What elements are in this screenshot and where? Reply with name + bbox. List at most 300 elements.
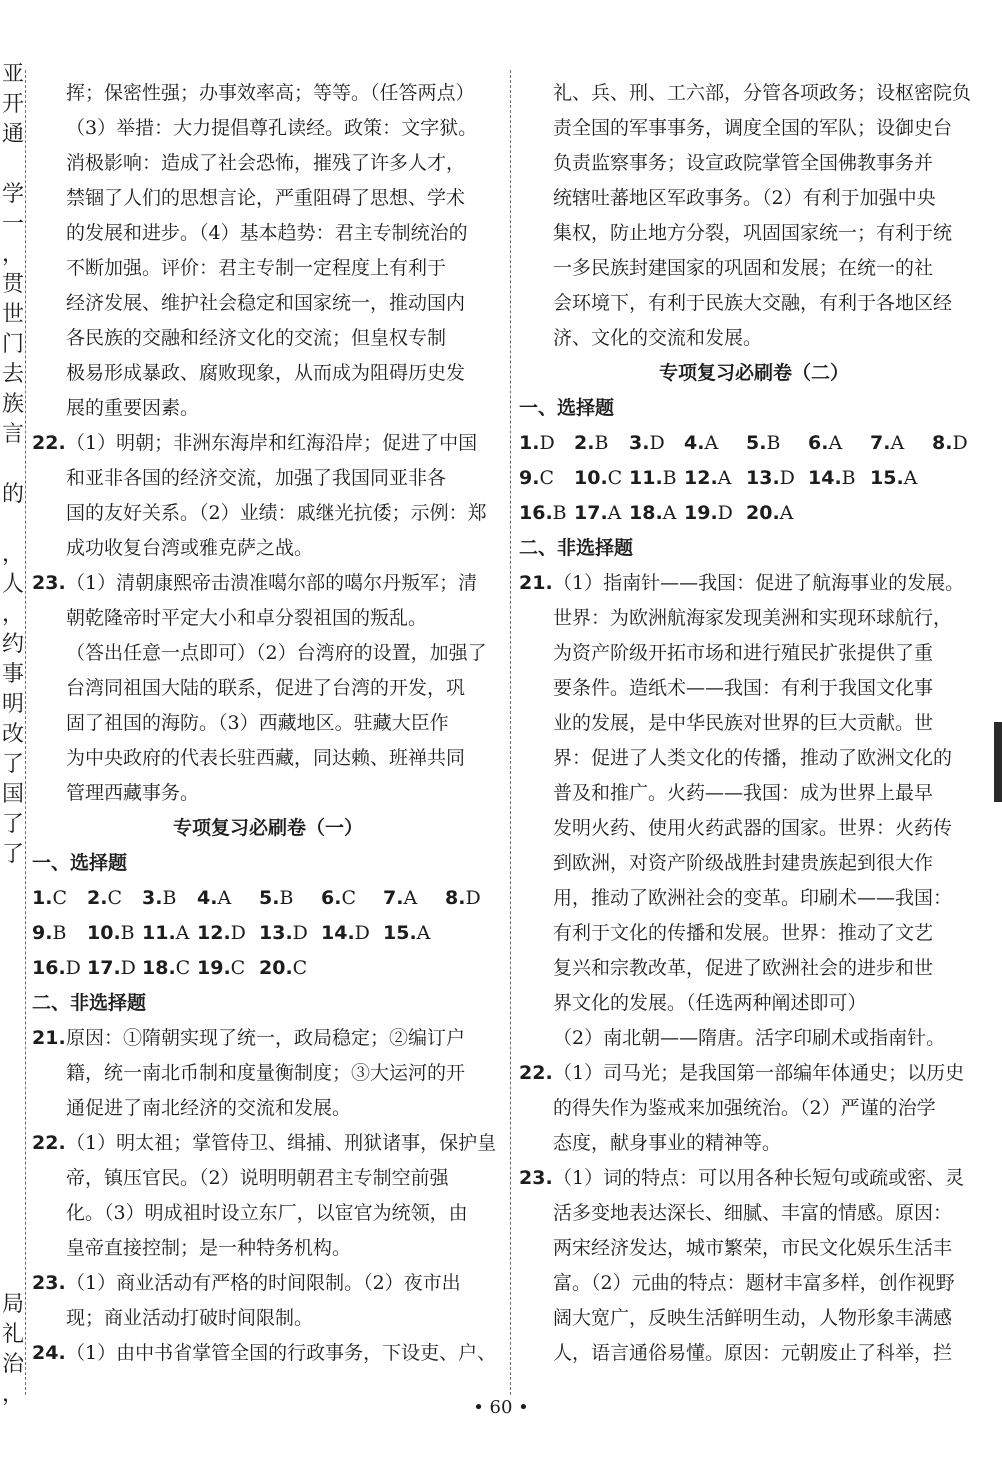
answer-key-item [87, 881, 142, 916]
answer-key-item [32, 951, 87, 986]
question-number: 6. [321, 887, 342, 909]
strip-char: 国 [2, 782, 25, 807]
answer-letter: C [539, 467, 554, 489]
question-number: 22. [32, 1132, 66, 1154]
question-number: 9. [32, 922, 53, 944]
answer-key-item [142, 951, 197, 986]
strip-char: 明 [2, 692, 25, 717]
left-page-fragment [0, 62, 24, 1422]
answer-text: 业的发展，是中华民族对世界的巨大贡献。世 [553, 712, 934, 734]
answer-letter: A [403, 887, 418, 909]
answer-text: 挥；保密性强；办事效率高；等等。（任答两点） [66, 82, 475, 104]
strip-char: 礼 [2, 1322, 25, 1347]
answer-text: （1）指南针——我国：促进了航海事业的发展。 [553, 572, 965, 594]
strip-char: ， [2, 542, 25, 567]
answer-text: 界：促进了人类文化的传播，推动了欧洲文化的 [553, 747, 953, 769]
answer-line [519, 1336, 989, 1371]
answer-line [519, 1056, 989, 1091]
question-number: 10. [574, 467, 608, 489]
answer-line [519, 1021, 989, 1056]
answer-text: 要条件。造纸术——我国：有利于我国文化事 [553, 677, 934, 699]
question-number: 21. [32, 1027, 66, 1049]
answer-line [32, 741, 504, 776]
answer-key-item [383, 881, 445, 916]
section-title: 专项复习必刷卷（二） [658, 362, 849, 384]
answer-letter: B [120, 922, 135, 944]
strip-char: 贯 [2, 272, 25, 297]
answer-key-item [746, 426, 808, 461]
answer-letter: A [903, 467, 918, 489]
question-number: 5. [259, 887, 280, 909]
question-number: 12. [684, 467, 718, 489]
answer-text: （3）举措：大力提倡尊孔读经。政策：文字狱。 [66, 117, 478, 139]
answer-text: 国的友好关系。（2）业绩：戚继光抗倭；示例：郑 [66, 502, 487, 524]
question-number: 11. [142, 922, 176, 944]
answer-line [519, 776, 989, 811]
strip-char: ， [2, 1382, 25, 1407]
answer-key-item [684, 496, 746, 531]
answer-line [519, 146, 989, 181]
question-number: 4. [684, 432, 705, 454]
strip-char: 事 [2, 662, 25, 687]
question-number: 8. [932, 432, 953, 454]
question-number: 1. [519, 432, 540, 454]
answer-line [32, 531, 504, 566]
strip-char: 人 [2, 572, 25, 597]
answer-text: 皇帝直接控制；是一种特务机构。 [66, 1237, 352, 1259]
question-number: 23. [32, 1272, 66, 1294]
answer-key-item [259, 951, 321, 986]
answer-line [32, 1196, 504, 1231]
answer-line [519, 1196, 989, 1231]
answer-key-item [383, 916, 445, 951]
question-number: 12. [197, 922, 231, 944]
answer-letter: C [607, 467, 623, 489]
answer-key-item [629, 496, 684, 531]
answer-letter: C [292, 957, 308, 979]
strip-char: 的 [2, 482, 25, 507]
question-number: 22. [519, 1062, 553, 1084]
answer-key-item [32, 916, 87, 951]
question-category: 一、选择题 [519, 397, 615, 419]
question-number: 3. [142, 887, 163, 909]
answer-text: 集权，防止地方分裂，巩固国家统一；有利于统 [553, 222, 953, 244]
answer-text: 会环境下，有利于民族大交融，有利于各地区经 [553, 292, 953, 314]
question-number: 22. [32, 432, 66, 454]
answer-text: 普及和推广。火药——我国：成为世界上最早 [553, 782, 934, 804]
answer-key-item [808, 461, 870, 496]
question-category: 二、非选择题 [32, 992, 147, 1014]
answer-letter: C [52, 887, 67, 909]
answer-key-row [32, 951, 504, 986]
answer-key-item [629, 461, 684, 496]
answer-text: （1）商业活动有严格的时间限制。（2）夜市出 [66, 1272, 461, 1294]
question-number: 1. [32, 887, 53, 909]
answer-line [32, 671, 504, 706]
answer-key-item [197, 881, 259, 916]
answer-letter: A [662, 502, 677, 524]
answer-line [32, 1126, 504, 1161]
answer-key-item [87, 951, 142, 986]
question-number: 19. [197, 957, 231, 979]
question-number: 17. [87, 957, 121, 979]
answer-line [32, 1231, 504, 1266]
answer-line [32, 776, 504, 811]
answer-key-item [870, 426, 932, 461]
answer-line [519, 986, 989, 1021]
answer-key-item [870, 461, 932, 496]
answer-letter: D [230, 922, 246, 944]
answer-line [32, 181, 504, 216]
answer-text: 两宋经济发达，城市繁荣，市民文化娱乐生活丰 [553, 1237, 953, 1259]
answer-text: 人，语言通俗易懂。原因：元朝废止了科举，拦 [553, 1342, 953, 1364]
answer-key-item [932, 426, 987, 461]
answer-key-item [746, 461, 808, 496]
answer-line [519, 111, 989, 146]
answer-key-item [684, 461, 746, 496]
answer-text: 发明火药、使用火药武器的国家。世界：火药传 [553, 817, 953, 839]
answer-text: 富。（2）元曲的特点：题材丰富多样，创作视野 [553, 1272, 955, 1294]
answer-text: 朝乾隆帝时平定大小和卓分裂祖国的叛乱。 [66, 607, 428, 629]
page-number: • 60 • [473, 1397, 529, 1418]
answer-letter: B [662, 467, 677, 489]
answer-key-item [142, 916, 197, 951]
answer-text: 各民族的交融和经济文化的交流；但皇权专制 [66, 327, 447, 349]
answer-text: 统辖吐蕃地区军政事务。（2）有利于加强中央 [553, 187, 936, 209]
answer-key-row [519, 426, 989, 461]
answer-line [32, 216, 504, 251]
answer-line [32, 636, 504, 671]
strip-char: 通 [2, 122, 25, 147]
question-number: 18. [629, 502, 663, 524]
question-number: 4. [197, 887, 218, 909]
question-number: 23. [519, 1167, 553, 1189]
answer-line [519, 916, 989, 951]
answer-text: 的得失作为鉴戒来加强统治。（2）严谨的治学 [553, 1097, 936, 1119]
answer-line [32, 461, 504, 496]
answer-column-left [32, 76, 504, 1371]
answer-text: 世界：为欧洲航海家发现美洲和实现环球航行， [553, 607, 953, 629]
answer-text: 负责监察事务；设宣政院掌管全国佛教事务并 [553, 152, 934, 174]
answer-key-item [519, 461, 574, 496]
answer-line [519, 846, 989, 881]
strip-char: 一 [2, 212, 25, 237]
answer-letter: C [230, 957, 246, 979]
answer-line [519, 601, 989, 636]
answer-line [32, 566, 504, 601]
answer-line [519, 1126, 989, 1161]
answer-letter: B [766, 432, 781, 454]
question-number: 3. [629, 432, 650, 454]
answer-line [32, 426, 504, 461]
answer-key-item [808, 426, 870, 461]
question-category: 一、选择题 [32, 852, 128, 874]
answer-line [32, 76, 504, 111]
answer-text: 到欧洲，对资产阶级战胜封建贵族起到很大作 [553, 852, 934, 874]
answer-line [519, 1266, 989, 1301]
answer-letter: A [717, 467, 732, 489]
answer-text: （1）词的特点：可以用各种长短句或疏或密、灵 [553, 1167, 965, 1189]
answer-key-item [87, 916, 142, 951]
answer-line [519, 181, 989, 216]
answer-text: 消极影响：造成了社会恐怖，摧残了许多人才， [66, 152, 466, 174]
question-number: 14. [321, 922, 355, 944]
strip-char: 言 [2, 422, 25, 447]
question-number: 6. [808, 432, 829, 454]
answer-line [519, 1161, 989, 1196]
answer-text: 禁锢了人们的思想言论，严重阻碍了思想、学术 [66, 187, 466, 209]
answer-key-item [32, 881, 87, 916]
answer-letter: A [779, 502, 794, 524]
answer-line [32, 706, 504, 741]
answer-line [519, 1301, 989, 1336]
question-number: 11. [629, 467, 663, 489]
answer-text: 原因：①隋朝实现了统一，政局稳定；②编订户 [66, 1027, 466, 1049]
answer-letter: D [292, 922, 308, 944]
answer-text: 为中央政府的代表长驻西藏，同达赖、班禅共同 [66, 747, 466, 769]
answer-letter: C [107, 887, 122, 909]
answer-line [519, 566, 989, 601]
answer-line [519, 706, 989, 741]
question-number: 16. [32, 957, 66, 979]
answer-key-item [259, 881, 321, 916]
answer-text: （1）明朝；非洲东海岸和红海沿岸；促进了中国 [66, 432, 478, 454]
question-number: 20. [259, 957, 293, 979]
answer-letter: D [465, 887, 481, 909]
answer-text: 济、文化的交流和发展。 [553, 327, 763, 349]
answer-text: 籍，统一南北币制和度量衡制度；③大运河的开 [66, 1062, 466, 1084]
question-number: 13. [746, 467, 780, 489]
question-number: 21. [519, 572, 553, 594]
answer-letter: D [952, 432, 968, 454]
answer-text: 台湾同祖国大陆的联系，促进了台湾的开发，巩 [66, 677, 466, 699]
strip-char: 了 [2, 812, 25, 837]
answer-text: 展的重要因素。 [66, 397, 200, 419]
answer-line [519, 1231, 989, 1266]
answer-line [32, 146, 504, 181]
answer-text: 现；商业活动打破时间限制。 [66, 1307, 314, 1329]
strip-char: 去 [2, 362, 25, 387]
strip-char: 改 [2, 722, 25, 747]
strip-char: 治 [2, 1352, 25, 1377]
answer-text: 礼、兵、刑、工六部，分管各项政务；设枢密院负 [553, 82, 972, 104]
answer-key-item [197, 916, 259, 951]
strip-char: 亚 [2, 62, 25, 87]
answer-line [32, 496, 504, 531]
answer-line [519, 811, 989, 846]
answer-line [32, 1091, 504, 1126]
answer-key-item [629, 426, 684, 461]
answer-line [519, 636, 989, 671]
answer-text: 化。（3）明成祖时设立东厂，以宦官为统领，由 [66, 1202, 468, 1224]
page-edge-tab [994, 722, 1002, 802]
answer-key-item [197, 951, 259, 986]
answer-text: （1）司马光；是我国第一部编年体通史；以历史 [553, 1062, 965, 1084]
answer-key-row [32, 916, 504, 951]
answer-text: 活多变地表达深长、细腻、丰富的情感。原因： [553, 1202, 953, 1224]
answer-text: （1）由中书省掌管全国的行政事务，下设吏、户、 [66, 1342, 497, 1364]
answer-text: 帝，镇压官民。（2）说明明朝君主专制空前强 [66, 1167, 449, 1189]
strip-char: 局 [2, 1292, 25, 1317]
answer-letter: B [841, 467, 856, 489]
answer-letter: D [354, 922, 370, 944]
question-number: 8. [445, 887, 466, 909]
question-number: 7. [870, 432, 891, 454]
answer-line [519, 251, 989, 286]
answer-line [32, 391, 504, 426]
answer-letter: D [649, 432, 665, 454]
answer-line [32, 1336, 504, 1371]
answer-column-right [519, 76, 989, 1371]
answer-letter: A [416, 922, 431, 944]
answer-line [32, 251, 504, 286]
answer-letter: B [594, 432, 609, 454]
answer-line [32, 1301, 504, 1336]
answer-letter: B [52, 922, 67, 944]
answer-text: （2）南北朝——隋唐。活字印刷术或指南针。 [553, 1027, 946, 1049]
question-number: 23. [32, 572, 66, 594]
section-title: 专项复习必刷卷（一） [172, 817, 363, 839]
question-number: 14. [808, 467, 842, 489]
answer-letter: B [279, 887, 294, 909]
answer-key-item [519, 426, 574, 461]
question-number: 10. [87, 922, 121, 944]
answer-text: 管理西藏事务。 [66, 782, 200, 804]
answer-letter: C [175, 957, 191, 979]
question-number: 24. [32, 1342, 66, 1364]
answer-letter: D [717, 502, 733, 524]
answer-text: 用，推动了欧洲社会的变革。印刷术——我国： [553, 887, 953, 909]
answer-text: 态度，献身事业的精神等。 [553, 1132, 782, 1154]
answer-key-row [519, 496, 989, 531]
answer-line [519, 1091, 989, 1126]
question-number: 18. [142, 957, 176, 979]
answer-line [32, 1266, 504, 1301]
answer-text: 界文化的发展。（任选两种阐述即可） [553, 992, 867, 1014]
answer-key-item [574, 461, 629, 496]
answer-text: （1）明太祖；掌管侍卫、缉捕、刑狱诸事，保护皇 [66, 1132, 497, 1154]
question-number: 13. [259, 922, 293, 944]
answer-text: 有利于文化的传播和发展。世界：推动了文艺 [553, 922, 934, 944]
answer-letter: A [217, 887, 232, 909]
answer-line [519, 216, 989, 251]
strip-char: 开 [2, 92, 25, 117]
answer-key-item [321, 881, 383, 916]
answer-line [32, 286, 504, 321]
strip-char: 门 [2, 332, 25, 357]
answer-text: 固了祖国的海防。（3）西藏地区。驻藏大臣作 [66, 712, 449, 734]
answer-text: 的发展和进步。（4）基本趋势：君主专制统治的 [66, 222, 468, 244]
answer-text: 通促进了南北经济的交流和发展。 [66, 1097, 352, 1119]
answer-key-row [519, 461, 989, 496]
answer-line [519, 286, 989, 321]
answer-line [519, 76, 989, 111]
answer-letter: A [175, 922, 190, 944]
answer-letter: C [341, 887, 356, 909]
answer-text: 阔大宽广，反映生活鲜明生动，人物形象丰满感 [553, 1307, 953, 1329]
answer-text: 和亚非各国的经济交流，加强了我国同亚非各 [66, 467, 447, 489]
strip-char: 约 [2, 632, 25, 657]
question-number: 2. [574, 432, 595, 454]
answer-letter: D [779, 467, 795, 489]
answer-text: 为资产阶级开拓市场和进行殖民扩张提供了重 [553, 642, 934, 664]
answer-line [519, 741, 989, 776]
answer-line [32, 111, 504, 146]
question-number: 7. [383, 887, 404, 909]
strip-char: 学 [2, 182, 25, 207]
answer-letter: B [162, 887, 177, 909]
answer-letter: B [552, 502, 567, 524]
question-number: 2. [87, 887, 108, 909]
answer-letter: D [120, 957, 136, 979]
answer-key-item [519, 496, 574, 531]
answer-letter: A [607, 502, 622, 524]
question-number: 5. [746, 432, 767, 454]
strip-char: 了 [2, 842, 25, 867]
answer-key-item [746, 496, 808, 531]
answer-line [519, 671, 989, 706]
answer-letter: A [890, 432, 905, 454]
answer-line [519, 881, 989, 916]
answer-letter: D [65, 957, 81, 979]
question-number: 15. [383, 922, 417, 944]
answer-line [32, 1056, 504, 1091]
answer-line [32, 321, 504, 356]
answer-key-item [574, 496, 629, 531]
question-category: 二、非选择题 [519, 537, 634, 559]
question-number: 9. [519, 467, 540, 489]
answer-line [32, 1161, 504, 1196]
answer-text: 极易形成暴政、腐败现象，从而成为阻碍历史发 [66, 362, 466, 384]
question-number: 19. [684, 502, 718, 524]
answer-line [32, 1021, 504, 1056]
strip-char: ， [2, 602, 25, 627]
answer-line [32, 601, 504, 636]
answer-text: （答出任意一点即可）（2）台湾府的设置，加强了 [66, 642, 487, 664]
answer-key-item [445, 881, 500, 916]
question-number: 17. [574, 502, 608, 524]
column-divider-right [510, 70, 511, 1395]
answer-line [32, 356, 504, 391]
answer-text: 一多民族封建国家的巩固和发展；在统一的社 [553, 257, 934, 279]
answer-key-item [321, 916, 383, 951]
strip-char: 世 [2, 302, 25, 327]
strip-char: ， [2, 242, 25, 267]
answer-line [519, 951, 989, 986]
question-number: 16. [519, 502, 553, 524]
question-number: 15. [870, 467, 904, 489]
answer-line [519, 321, 989, 356]
answer-key-item [684, 426, 746, 461]
question-number: 20. [746, 502, 780, 524]
answer-letter: A [828, 432, 843, 454]
answer-key-row [32, 881, 504, 916]
answer-text: 成功收复台湾或雅克萨之战。 [66, 537, 314, 559]
answer-key-item [574, 426, 629, 461]
answer-text: （1）清朝康熙帝击溃准噶尔部的噶尔丹叛军；清 [66, 572, 478, 594]
strip-char: 了 [2, 752, 25, 777]
answer-text: 不断加强。评价：君主专制一定程度上有利于 [66, 257, 447, 279]
answer-text: 复兴和宗教改革，促进了欧洲社会的进步和世 [553, 957, 934, 979]
answer-text: 责全国的军事事务，调度全国的军队；设御史台 [553, 117, 953, 139]
answer-key-item [259, 916, 321, 951]
answer-text: 经济发展、维护社会稳定和国家统一，推动国内 [66, 292, 466, 314]
answer-letter: A [704, 432, 719, 454]
column-divider-left [25, 70, 26, 1395]
answer-key-item [142, 881, 197, 916]
strip-char: 族 [2, 392, 25, 417]
answer-letter: D [539, 432, 555, 454]
